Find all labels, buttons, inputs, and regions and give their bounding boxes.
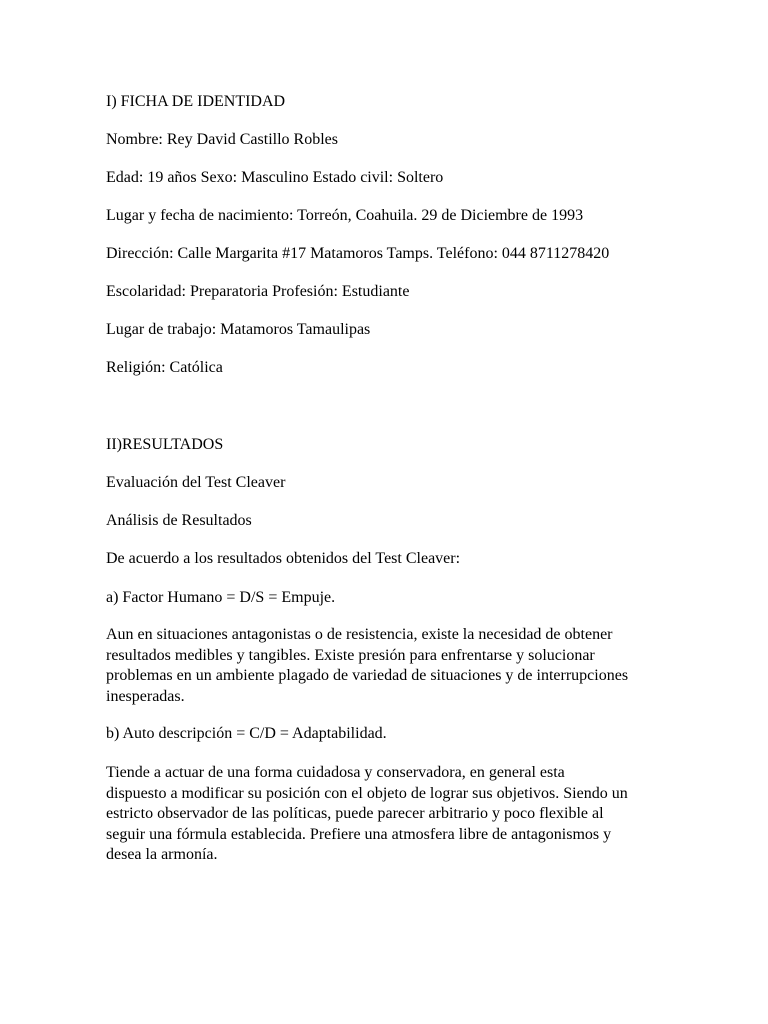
factor-b-title: b) Auto descripción = C/D = Adaptabilidad. <box>106 725 387 742</box>
paragraph-line: problemas en un ambiente plagado de variedad de situaciones y de interrupciones <box>106 667 629 684</box>
field-escolaridad-profesion: Escolaridad: Preparatoria Profesión: Estudiante <box>106 283 410 300</box>
paragraph-line: dispuesto a modificar su posición con el objeto de lograr sus objetivos. Siendo un <box>106 784 628 802</box>
field-nombre: Nombre: Rey David Castillo Robles <box>106 131 338 148</box>
field-direccion-telefono: Dirección: Calle Margarita #17 Matamoros Tamps. Teléfono: 044 8711278420 <box>106 245 610 262</box>
factor-a-title: a) Factor Humano = D/S = Empuje. <box>106 589 336 606</box>
factor-a-paragraph <box>106 625 686 707</box>
paragraph-line: seguir una fórmula establecida. Prefiere una atmosfera libre de antagonismos y <box>106 825 612 843</box>
paragraph-line: Tiende a actuar de una forma cuidadosa y conservadora, en general esta <box>106 764 565 781</box>
field-lugar-trabajo: Lugar de trabajo: Matamoros Tamaulipas <box>106 321 371 338</box>
paragraph-line: resultados medibles y tangibles. Existe presión para enfrentarse y solucionar <box>106 646 595 664</box>
paragraph-line: desea la armonía. <box>106 846 218 863</box>
section-heading-resultados: II)RESULTADOS <box>106 436 224 453</box>
intro-text: De acuerdo a los resultados obtenidos del Test Cleaver: <box>106 550 461 567</box>
subheading-analisis: Análisis de Resultados <box>106 512 252 529</box>
section-heading-ficha: I) FICHA DE IDENTIDAD <box>106 93 286 110</box>
subheading-evaluacion: Evaluación del Test Cleaver <box>106 474 286 491</box>
field-edad-sexo-estado: Edad: 19 años Sexo: Masculino Estado civil: Soltero <box>106 169 444 186</box>
field-religion: Religión: Católica <box>106 359 223 376</box>
paragraph-line: inesperadas. <box>106 687 185 705</box>
factor-b-paragraph <box>106 763 686 866</box>
field-nacimiento: Lugar y fecha de nacimiento: Torreón, Coahuila. 29 de Diciembre de 1993 <box>106 207 584 224</box>
paragraph-line: Aun en situaciones antagonistas o de resistencia, existe la necesidad de obtener <box>106 626 613 643</box>
paragraph-line: estricto observador de las políticas, puede parecer arbitrario y poco flexible al <box>106 805 604 822</box>
